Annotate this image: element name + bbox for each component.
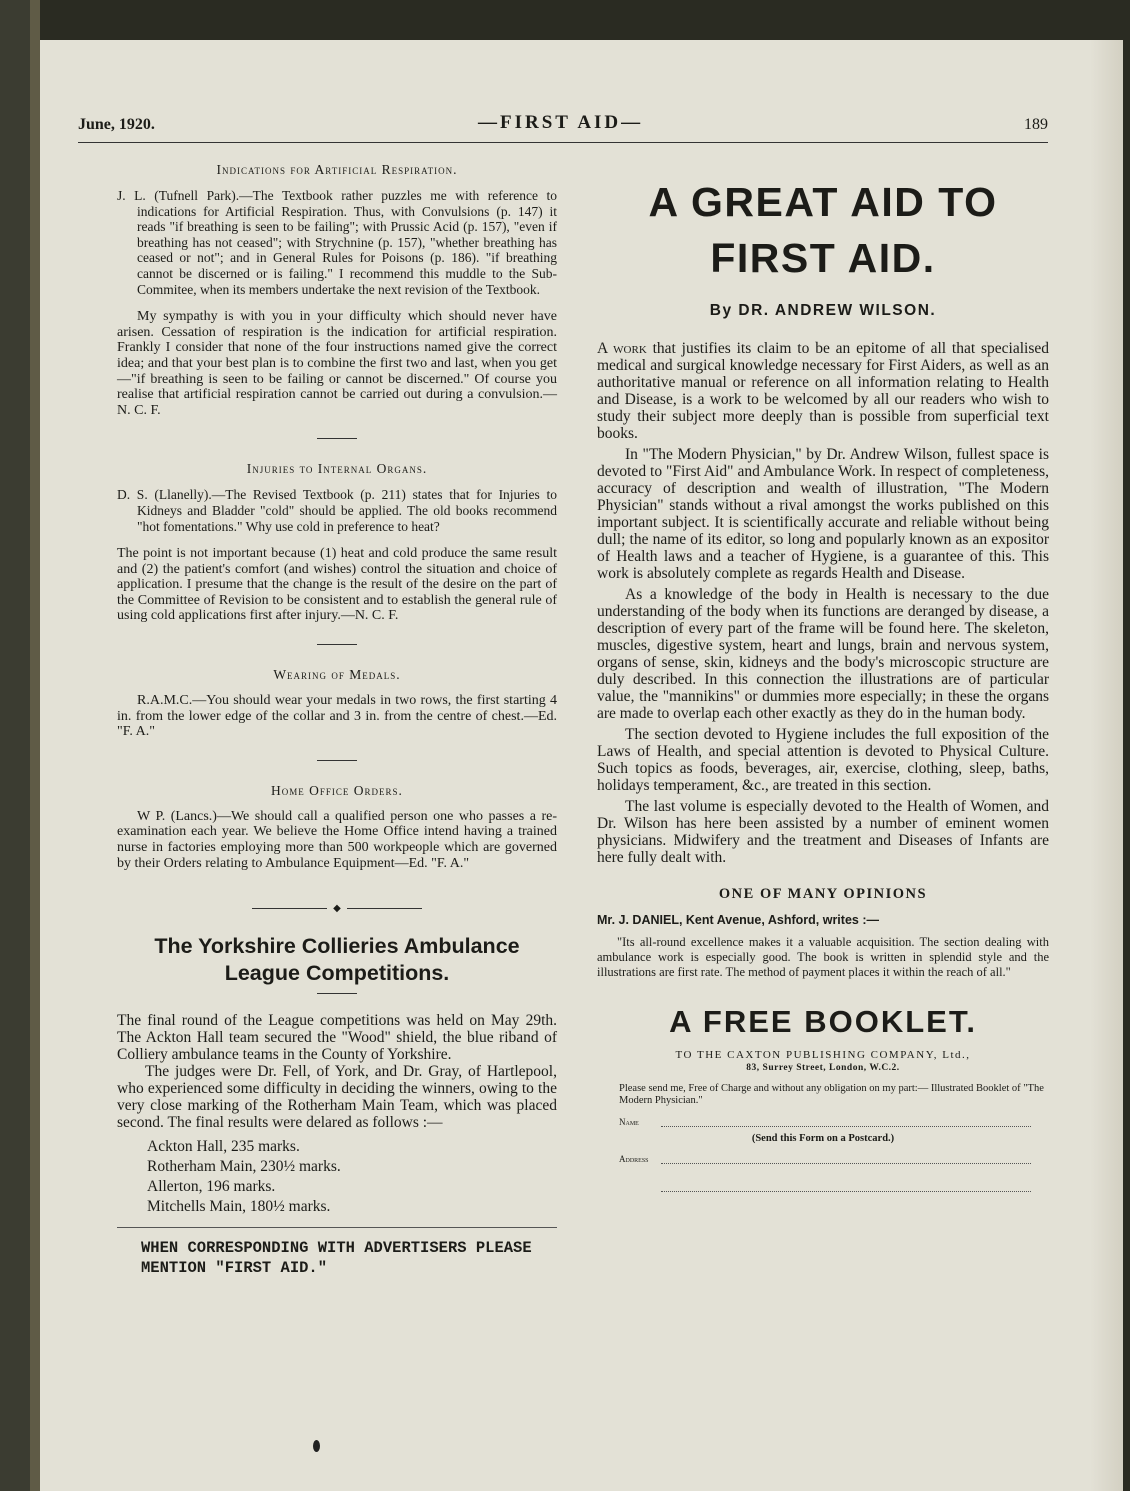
advert-title-line2: FIRST AID. <box>710 235 936 281</box>
result-item: Mitchells Main, 180½ marks. <box>147 1198 331 1216</box>
section-divider <box>317 644 357 645</box>
notice-rule <box>117 1227 557 1228</box>
page-number: 189 <box>1024 116 1048 133</box>
paragraph-rest: that justifies its claim to be an epitome of all that specialised medical and surgical knowledge necessary for First Aiders, as well as an authoritative manual or reference on all information relating to Health and Disease, is a work to be welcomed by all our readers who wish to study their subject more deeply than is possible from superficial text books. <box>597 340 1049 442</box>
name-field[interactable] <box>619 1117 1049 1133</box>
address-field-continued[interactable] <box>619 1182 1049 1198</box>
advert-paragraph <box>597 340 1049 442</box>
article-heading-line1: The Yorkshire Collieries Ambulance <box>154 934 520 959</box>
book-spine-edge <box>30 0 40 1491</box>
advert-paragraph: In "The Modern Physician," by Dr. Andrew Wilson, fullest space is devoted to "First Aid" and Ambulance Work. In respect of completeness, accuracy of description and wealth of illustration, "The Modern Physician" stands without a rival amongst the works published on this important subject. It is scientifically accurate and reliable without being dull; the name of its editor, so long and popularly known as an expositor of Health laws and a teacher of Hygiene, is a guarantee of this. This work is absolutely complete as regards Health and Disease. <box>597 446 1049 582</box>
result-item: Allerton, 196 marks. <box>147 1178 276 1196</box>
running-header <box>78 112 1048 142</box>
answer-text: My sympathy is with you in your difficulty which should never have arisen. Cessation of respiration is the indication for artificial respiration. Frankly I consider that none of the four instructions named give the correct idea; and that your best plan is to combine the first two and last, when you get—"if breathing is seen to be failing or cannot be discerned." Of course you realise that artificial respiration cannot be carried out during a convulsion.—N. C. F. <box>117 309 557 418</box>
advertisers-notice: WHEN CORRESPONDING WITH ADVERTISERS PLEASE MENTION "FIRST AID." <box>141 1239 532 1278</box>
heading-divider <box>317 993 357 994</box>
left-column <box>117 152 557 1278</box>
testimonial-author: Mr. J. DANIEL, Kent Avenue, Ashford, writes :— <box>597 913 879 927</box>
results-list <box>147 1137 557 1217</box>
answer-text: R.A.M.C.—You should wear your medals in two rows, the first starting 4 in. from the lower edge of the collar and 3 in. from the centre of chest.—Ed. "F. A." <box>117 693 557 740</box>
scan-background-left <box>0 0 30 1491</box>
ink-blot <box>313 1440 320 1452</box>
right-column-advertisement <box>597 152 1049 1198</box>
answer-text: W P. (Lancs.)—We should call a qualified person one who passes a re-examination each year. We believe the Home Office intend having a trained nurse in factories employing more than 500 workpeople which are governed by their Orders relating to Ambulance Equipment—Ed. "F. A." <box>117 808 557 871</box>
address-label: Address <box>619 1154 649 1164</box>
dotted-line <box>661 1163 1031 1164</box>
section-divider <box>317 760 357 761</box>
article-paragraph: The judges were Dr. Fell, of York, and Dr. Gray, of Hartlepool, who experienced some difficulty in deciding the winners, owing to the very close marking of the Rotherham Main Team, which was placed second. The final results were delared as follows :— <box>117 1063 557 1132</box>
article-heading <box>117 933 557 987</box>
advert-paragraph: The section devoted to Hygiene includes the full exposition of the Laws of Health, and special attention is devoted to Physical Culture. Such topics as foods, beverages, air, exercise, clothing, sleep, baths, holidays temperament, &c., are treated in this section. <box>597 726 1049 794</box>
article-paragraph: The final round of the League competitions was held on May 29th. The Ackton Hall team secured the "Wood" shield, the blue riband of Colliery ambulance teams in the County of Yorkshire. <box>117 1012 557 1064</box>
advert-title-line1: A GREAT AID TO <box>648 179 998 225</box>
section-heading: Injuries to Internal Organs. <box>246 461 428 477</box>
advert-title <box>597 174 1049 286</box>
address-field[interactable] <box>619 1154 1049 1170</box>
advert-paragraph: As a knowledge of the body in Health is necessary to the due understanding of the body when its functions are deranged by disease, a description of every part of the frame will be found here. The skeleton, muscles, digestive system, heart and lungs, brain and nervous system, organs of sense, skin, kidneys and the body's microscopic structure are duly described. In this connection the illustrations are of particular value, the "mannikins" or dummies more especially; in these the organs are made to overlap each other exactly as they do in the human body. <box>597 586 1049 722</box>
query-text: D. S. (Llanelly).—The Revised Textbook (p. 211) states that for Injuries to Kidneys and Bladder "cold" should be applied. The old books recommend "hot fomentations." Why use cold in preference to heat? <box>117 487 557 534</box>
booklet-title: A FREE BOOKLET. <box>669 1004 977 1039</box>
opinions-heading: ONE OF MANY OPINIONS <box>718 886 928 902</box>
advert-paragraph: The last volume is especially devoted to the Health of Women, and Dr. Wilson has here been assisted by a number of eminent women physicians. Midwifery and the treatment and Diseases of Infants are here fully dealt with. <box>597 798 1049 866</box>
advert-byline: By DR. ANDREW WILSON. <box>709 302 937 319</box>
page-edge-shade <box>1090 40 1123 1491</box>
name-label: Name <box>619 1117 639 1127</box>
section-heading: Wearing of Medals. <box>273 667 401 683</box>
journal-title: —FIRST AID— <box>478 112 644 133</box>
form-recipient: TO THE CAXTON PUBLISHING COMPANY, Ltd., <box>675 1049 971 1061</box>
lead-words: A work <box>597 340 647 357</box>
query-text: J. L. (Tufnell Park).—The Textbook rather puzzles me with reference to indications for Artificial Respiration. Thus, with Convulsions (p. 147) it reads "if breathing is seen to be failing"; with Prussic Acid (p. 157), "even if breathing has not ceased"; with Strychnine (p. 157), "whether breathing has ceased or not"; and in General Rules for Poisons (p. 186). "if breathing cannot be discerned or is failing." I recommend this muddle to the Sub-Commitee, when its members undertake the next revision of the Textbook. <box>117 188 557 297</box>
result-item: Ackton Hall, 235 marks. <box>147 1138 300 1156</box>
article-heading-line2: League Competitions. <box>224 961 450 986</box>
testimonial-quote: "Its all-round excellence makes it a valuable acquisition. The section dealing with ambulance work is especially good. The book is written in splendid style and the illustrations are first rate. The method of payment places it within the reach of all." <box>597 935 1049 979</box>
header-rule <box>78 142 1048 143</box>
postcard-note: (Send this Form on a Postcard.) <box>751 1133 895 1144</box>
form-request: Please send me, Free of Charge and without any obligation on my part:— Illustrated Booklet of "The Modern Physician." <box>619 1083 1044 1106</box>
answer-text: The point is not important because (1) heat and cold produce the same result and (2) the patient's comfort (and wishes) control the situation and choice of application. I presume that the change is the result of the desire on the part of the Committee of Revision to be consistent and to establish the general rule of using cold applications first after injury.—N. C. F. <box>117 546 557 624</box>
form-address: 83, Surrey Street, London, W.C.2. <box>746 1063 900 1073</box>
order-form <box>597 1048 1049 1198</box>
issue-date: June, 1920. <box>78 116 155 133</box>
section-heading: Home Office Orders. <box>271 782 403 798</box>
ornamental-divider: ◆ <box>252 903 422 913</box>
section-divider <box>317 438 357 439</box>
dotted-line <box>661 1191 1031 1192</box>
result-item: Rotherham Main, 230½ marks. <box>147 1158 341 1176</box>
dotted-line <box>661 1126 1031 1127</box>
section-heading: Indications for Artificial Respiration. <box>216 162 458 177</box>
